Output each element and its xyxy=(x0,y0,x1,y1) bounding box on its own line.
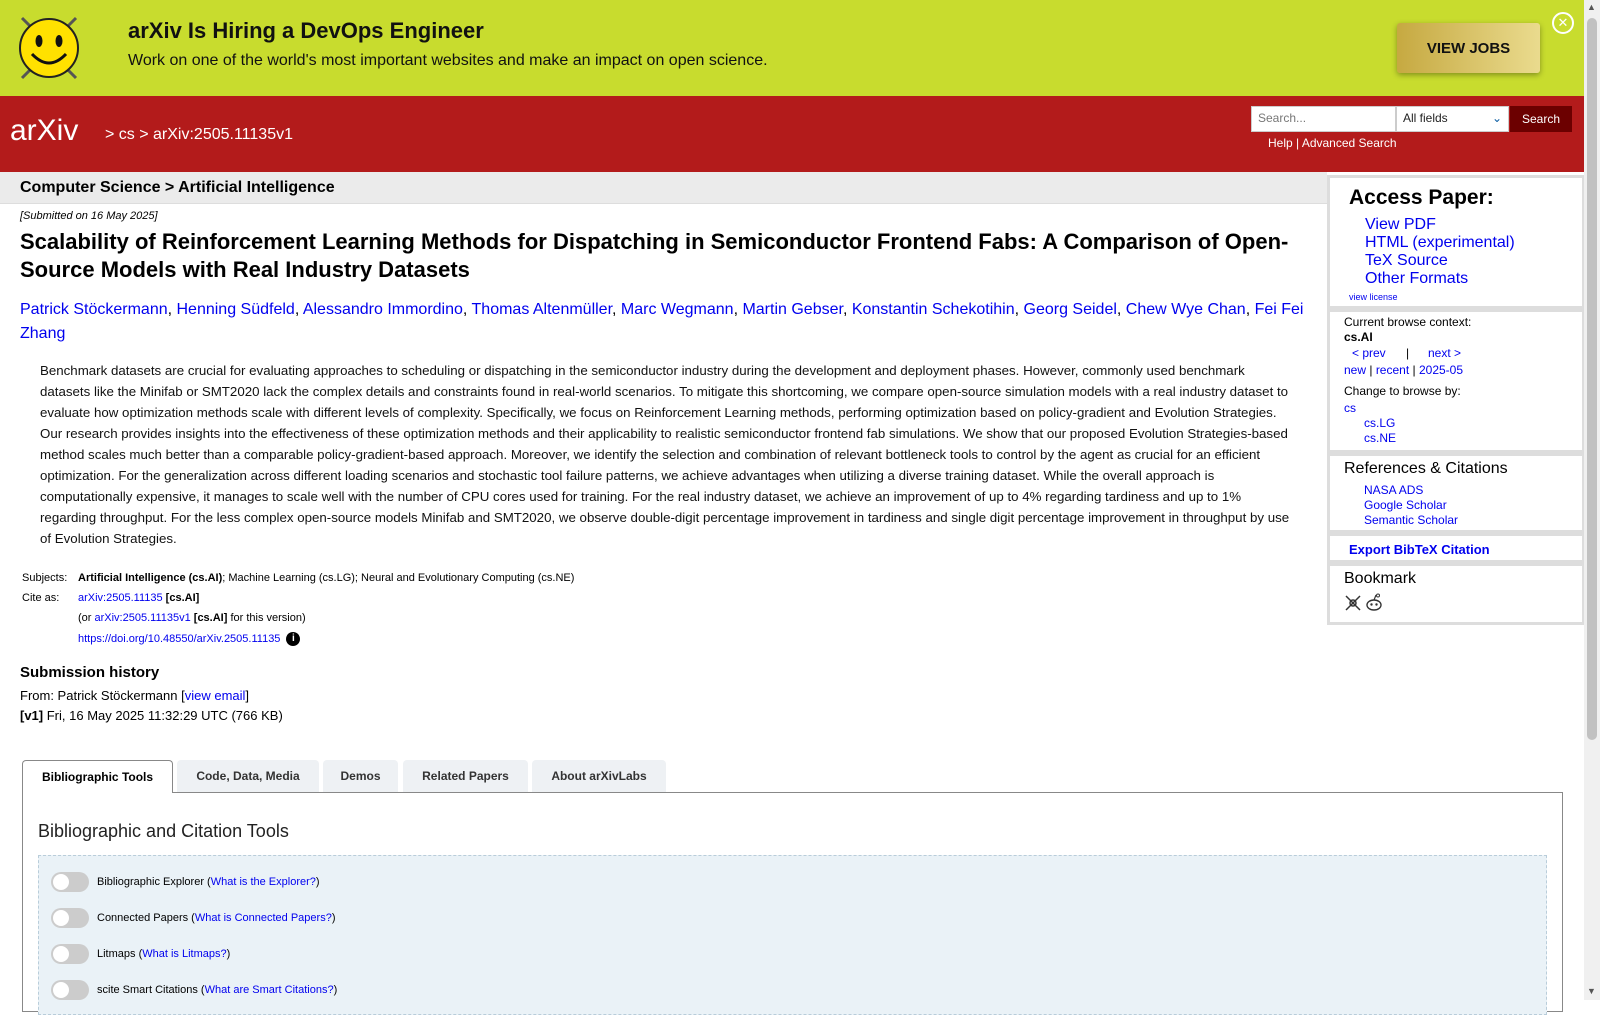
tool-row: Litmaps ( What is Litmaps? ) xyxy=(51,944,230,964)
cite-version-category: [cs.AI] xyxy=(193,612,228,624)
sidebar xyxy=(1327,175,1585,625)
submission-from: From: Patrick Stöckermann [view email] xyxy=(20,688,250,703)
toggle-switch[interactable] xyxy=(51,872,89,892)
breadcrumb-paper: arXiv:2505.11135v1 xyxy=(153,126,293,143)
author-link[interactable]: Henning Südfeld xyxy=(176,301,295,318)
toggle-switch[interactable] xyxy=(51,980,89,1000)
arxiv-logo[interactable] xyxy=(10,110,102,154)
tab-code-data-media[interactable]: Code, Data, Media xyxy=(177,760,319,792)
tool-help-link[interactable]: What is Connected Papers? xyxy=(194,912,332,924)
cite-link[interactable]: arXiv:2505.11135 xyxy=(78,592,163,604)
tab-about-arxivlabs[interactable]: About arXivLabs xyxy=(532,760,666,792)
info-icon[interactable]: i xyxy=(286,632,300,646)
export-box xyxy=(1327,533,1585,563)
author-link[interactable]: Thomas Altenmüller xyxy=(471,301,613,318)
references-title: References & Citations xyxy=(1344,460,1508,477)
references-box xyxy=(1327,453,1585,533)
tool-row: Connected Papers ( What is Connected Papers? ) xyxy=(51,908,335,928)
scroll-thumb[interactable] xyxy=(1587,18,1597,740)
prev-link[interactable]: < prev xyxy=(1352,346,1386,360)
semantic-scholar-link[interactable]: Semantic Scholar xyxy=(1364,513,1459,527)
view-pdf-link[interactable]: View PDF xyxy=(1365,216,1436,233)
author-link[interactable]: Martin Gebser xyxy=(742,301,843,318)
author-link[interactable]: Patrick Stöckermann xyxy=(20,301,168,318)
banner-subtitle: Work on one of the world's most important websites and make an impact on open science. xyxy=(128,52,768,69)
author-list: Patrick Stöckermann, Henning Südfeld, Alessandro Immordino, Thomas Altenmüller, Marc Wegmann, Martin Gebser, Konstantin Schekotihin, Georg Seidel, Chew Wye Chan, Fei Fei Zhang xyxy=(20,301,1304,342)
close-banner-icon[interactable]: ✕ xyxy=(1552,12,1574,34)
submission-date: [Submitted on 16 May 2025] xyxy=(20,210,158,222)
primary-subject: Artificial Intelligence (cs.AI) xyxy=(78,572,223,584)
version-tag[interactable]: [v1] xyxy=(20,708,44,723)
tab-demos[interactable]: Demos xyxy=(323,760,398,792)
reddit-icon[interactable] xyxy=(1364,593,1384,613)
tool-help-link[interactable]: What is the Explorer? xyxy=(210,876,316,888)
view-email-link[interactable]: view email xyxy=(184,688,246,703)
tool-row: Bibliographic Explorer ( What is the Explorer? ) xyxy=(51,872,320,892)
cite-version: (or arXiv:2505.11135v1 [cs.AI] for this version) xyxy=(78,612,306,624)
view-jobs-button[interactable]: VIEW JOBS xyxy=(1397,23,1540,73)
scroll-down-icon[interactable]: ▼ xyxy=(1587,986,1596,996)
search-field-value: All fields xyxy=(1403,111,1448,125)
author-link[interactable]: Georg Seidel xyxy=(1023,301,1117,318)
tool-row: scite Smart Citations ( What are Smart Citations? ) xyxy=(51,980,337,1000)
bibsonomy-icon[interactable] xyxy=(1344,594,1362,612)
toggle-switch[interactable] xyxy=(51,944,89,964)
author-link[interactable]: Alessandro Immordino xyxy=(302,301,463,318)
access-paper-box xyxy=(1327,175,1585,309)
doi-link[interactable]: https://doi.org/10.48550/arXiv.2505.11135 xyxy=(78,632,281,645)
tab-panel xyxy=(22,792,1563,1012)
doi-row xyxy=(78,632,300,646)
advanced-search-link[interactable]: Advanced Search xyxy=(1301,136,1397,150)
hiring-banner xyxy=(0,0,1584,96)
search-field-select[interactable] xyxy=(1396,106,1509,132)
other-subjects: ; Machine Learning (cs.LG); Neural and Evolutionary Computing (cs.NE) xyxy=(222,572,575,584)
tab-bibliographic-tools[interactable]: Bibliographic Tools xyxy=(22,760,173,793)
chevron-down-icon: ⌄ xyxy=(1491,111,1502,125)
context-label: Current browse context: xyxy=(1344,315,1472,329)
author-link[interactable]: Konstantin Schekotihin xyxy=(851,301,1015,318)
browse-cs-link[interactable]: cs xyxy=(1344,401,1356,415)
bookmark-box xyxy=(1327,563,1585,625)
author-link[interactable]: Chew Wye Chan xyxy=(1125,301,1246,318)
toggle-switch[interactable] xyxy=(51,908,89,928)
tab-related-papers[interactable]: Related Papers xyxy=(403,760,528,792)
cite-version-link[interactable]: arXiv:2505.11135v1 xyxy=(94,612,191,624)
site-header xyxy=(0,96,1584,172)
cite-label: Cite as: xyxy=(22,592,60,604)
category-header xyxy=(0,172,1327,204)
tool-help-link[interactable]: What are Smart Citations? xyxy=(204,984,334,996)
tools-list xyxy=(38,855,1547,1015)
scroll-up-icon[interactable]: ▲ xyxy=(1587,2,1596,12)
help-link[interactable]: Help xyxy=(1268,136,1293,150)
cite-primary xyxy=(78,592,199,604)
date-link[interactable]: 2025-05 xyxy=(1418,363,1464,377)
author-link[interactable]: Marc Wegmann xyxy=(620,301,734,318)
category-path: Computer Science > Artificial Intelligence xyxy=(20,179,335,196)
banner-title: arXiv Is Hiring a DevOps Engineer xyxy=(128,18,484,43)
change-browse-label: Change to browse by: xyxy=(1344,384,1461,398)
other-formats-link[interactable]: Other Formats xyxy=(1365,270,1469,287)
abstract: Benchmark datasets are crucial for evaluating approaches to scheduling or dispatching in the semiconductor industry during the development and deployment phases. However, commonly used benchmark datasets like the Minifab or SMT2020 lack the complex details and constraints found in real-world scenarios. To mitigate this shortcoming, we compare open-source simulation models with a real industry dataset to evaluate how optimization methods scale with different levels of complexity. Specifically, we focus on Reinforcement Learning methods, performing optimization based on policy-gradient and Evolution Strategies. Our research provides insights into the effectiveness of these optimization methods and their applicability to realistic semiconductor frontend fab simulations. We show that our proposed Evolution Strategies-based method scales much better than a comparable policy-gradient-based approach. Moreover, we identify the selection and combination of relevant bottleneck tools to control by the agent as crucial for an efficient optimization. For the generalization across different loading scenarios and stochastic tool failure patterns, we achieve advantages when utilizing a diverse training dataset. While the overall approach is computationally expensive, it manages to scale well with the number of CPU cores used for training. For the real industry dataset, we achieve an improvement of up to 4% regarding tardiness and up to 1% regarding throughput. For the less complex open-source models Minifab and SMT2020, we observe double-digit percentage improvement in tardiness and single digit percentage improvement in throughput by use of Evolution Strategies. xyxy=(40,363,1290,546)
browse-cs-ne-link[interactable]: cs.NE xyxy=(1364,431,1397,445)
tex-source-link[interactable]: TeX Source xyxy=(1365,252,1448,269)
subjects-label: Subjects: xyxy=(22,572,68,584)
new-link[interactable]: new xyxy=(1344,363,1367,377)
browse-cs-lg-link[interactable]: cs.LG xyxy=(1364,416,1396,430)
submission-history-title: Submission history xyxy=(20,664,160,681)
access-paper-title: Access Paper: xyxy=(1349,186,1494,209)
breadcrumb: > cs > arXiv:2505.11135v1 xyxy=(105,126,293,143)
smiley-logo-icon xyxy=(14,12,84,84)
help-links: Help | Advanced Search xyxy=(1268,136,1397,150)
search-button[interactable]: Search xyxy=(1510,106,1572,132)
logo-text: arXiv xyxy=(10,114,79,147)
panel-title: Bibliographic and Citation Tools xyxy=(38,821,289,841)
recent-link[interactable]: recent xyxy=(1375,363,1410,377)
subjects-value xyxy=(78,572,574,584)
author-link[interactable]: Fei Fei Zhang xyxy=(20,301,1304,342)
view-license-link[interactable]: view license xyxy=(1349,292,1398,302)
search-input[interactable]: Search... xyxy=(1251,106,1396,132)
export-bibtex-link[interactable]: Export BibTeX Citation xyxy=(1349,542,1490,557)
prev-next-separator: | xyxy=(1406,346,1410,360)
cite-category: [cs.AI] xyxy=(165,592,200,604)
browse-context-box xyxy=(1327,309,1585,453)
html-link[interactable]: HTML (experimental) xyxy=(1365,234,1515,251)
breadcrumb-cs[interactable]: cs xyxy=(118,126,135,143)
tool-help-link[interactable]: What is Litmaps? xyxy=(142,948,227,960)
paper-title: Scalability of Reinforcement Learning Methods for Dispatching in Semiconductor Frontend Fabs: A Comparison of Open-Source Models with Real Industry Datasets xyxy=(20,229,1289,282)
next-link[interactable]: next > xyxy=(1428,346,1462,360)
google-scholar-link[interactable]: Google Scholar xyxy=(1364,498,1447,512)
version-1: [v1] Fri, 16 May 2025 11:32:29 UTC (766 KB) xyxy=(20,708,283,723)
page-scrollbar[interactable] xyxy=(1584,0,1600,1000)
context-value: cs.AI xyxy=(1344,330,1373,344)
browse-links: new | recent | 2025-05 xyxy=(1344,363,1464,377)
bookmark-title: Bookmark xyxy=(1344,570,1417,587)
nasa-ads-link[interactable]: NASA ADS xyxy=(1364,483,1424,497)
